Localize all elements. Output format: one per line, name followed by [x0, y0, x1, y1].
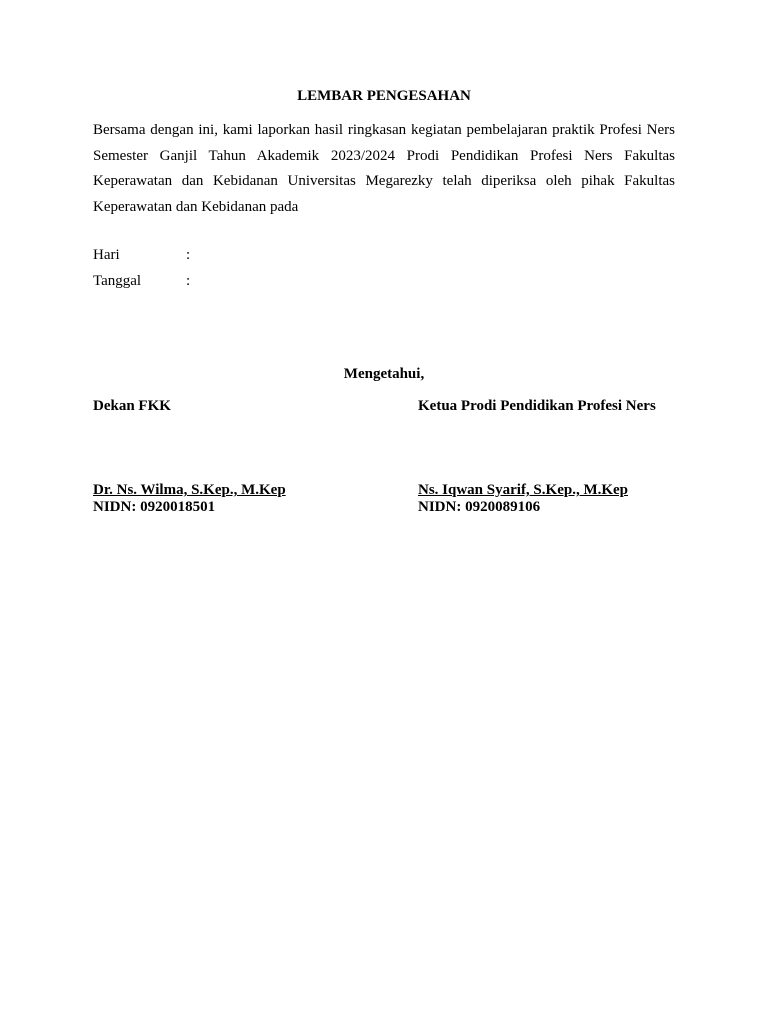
signatory-name: Dr. Ns. Wilma, S.Kep., M.Kep: [93, 482, 286, 498]
body-paragraph: Bersama dengan ini, kami laporkan hasil ringkasan kegiatan pembelajaran praktik Profesi Ners Semester Ganjil Tahun Akademik 2023/2024 Prodi Pendidikan Profesi Ners Fakultas Keperawatan dan Kebidanan Universitas Megarezky telah diperiksa oleh pihak Fakultas Keperawatan dan Kebidanan pada: [93, 122, 675, 215]
signatory-role-dean: Dekan FKK: [93, 398, 171, 414]
signatory-nidn: NIDN: 0920089106: [418, 499, 541, 515]
field-label: Hari: [93, 247, 120, 263]
signatory-block-dean: [93, 482, 286, 516]
acknowledged-heading: Mengetahui,: [343, 366, 425, 382]
signatory-nidn: NIDN: 0920018501: [93, 499, 216, 515]
signatory-block-head: [418, 482, 628, 516]
signatory-role-head: Ketua Prodi Pendidikan Profesi Ners: [418, 398, 656, 414]
field-tanggal: [93, 272, 190, 290]
field-hari: [93, 246, 190, 264]
field-separator: :: [186, 247, 191, 263]
field-label: Tanggal: [93, 273, 142, 289]
signatory-name: Ns. Iqwan Syarif, S.Kep., M.Kep: [418, 482, 629, 498]
field-separator: :: [186, 273, 191, 289]
page-title: LEMBAR PENGESAHAN: [297, 88, 471, 104]
